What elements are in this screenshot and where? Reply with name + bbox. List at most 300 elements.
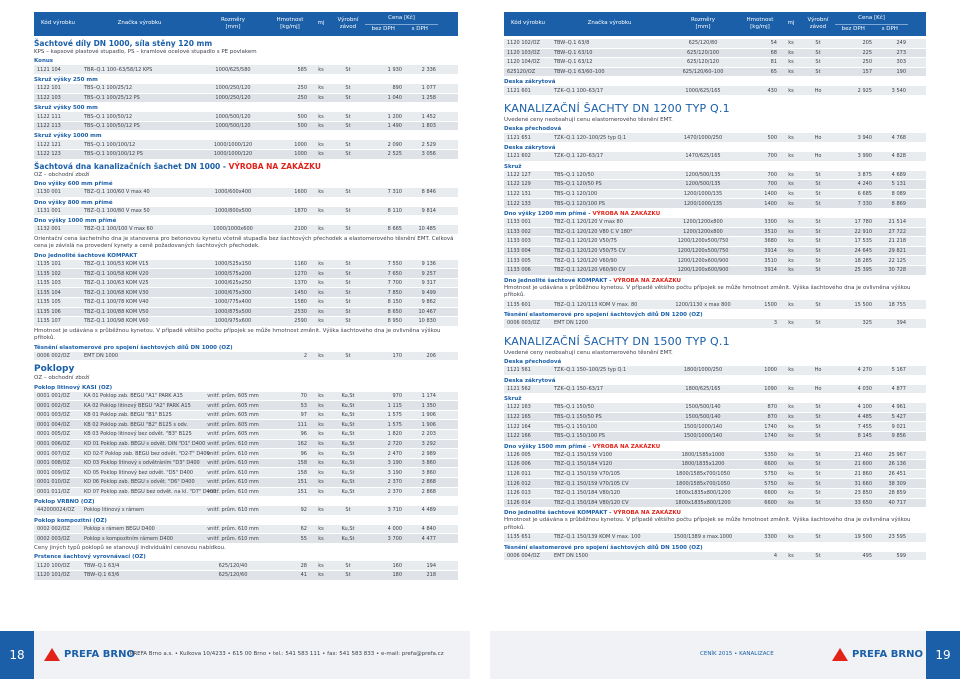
table-cell: 1000/625/580 [215, 66, 251, 73]
table-cell: TBZ–Q.1 100/98 KOM V60 [84, 318, 149, 325]
table-cell: TZK–Q.1 150–100/25 typ Q.1 [554, 367, 627, 374]
table-cell: 54 [770, 40, 777, 47]
table-cell: 1740 [764, 423, 777, 430]
table-cell: ks [788, 499, 794, 506]
table-cell: ks [318, 207, 324, 214]
table-cell: vnitř. prům. 610 mm [207, 460, 259, 467]
table-cell: 0001 010/OZ [37, 479, 70, 486]
table-cell: ks [788, 59, 794, 66]
table-block [34, 385, 458, 498]
table-cell: 1200/1200x500/750 [677, 238, 729, 245]
table-row [34, 317, 458, 327]
table-cell: 0001 002/OZ [37, 402, 70, 409]
table-cell: ks [788, 238, 794, 245]
block-label: Skruž výšky 1000 mm [34, 133, 102, 140]
table-cell: TBZ–Q.1 120/120 V max 80 [554, 219, 623, 226]
table-cell: KD 03 Poklop litinový s odvětráním "D3" D400 [84, 460, 200, 467]
table-cell: 3 710 [387, 507, 402, 514]
table-cell: 41 [300, 572, 307, 579]
table-cell: 1122 103 [37, 94, 61, 101]
brand-name: PREFA BRNO [852, 649, 923, 660]
block-label: Poklop VRBNO (OZ) [34, 499, 95, 506]
table-cell: 1135 101 [37, 260, 61, 267]
table-cell: 0001 003/OZ [37, 412, 70, 419]
table-cell: 9 862 [421, 299, 436, 306]
table-row [504, 266, 926, 276]
table-cell: ks [318, 318, 324, 325]
table-cell: 1000/675x300 [214, 289, 252, 296]
table-cell: 3510 [764, 257, 777, 264]
table-cell: St [345, 572, 351, 579]
table-cell: 3 292 [421, 440, 436, 447]
table-cell: KD 01 Poklop zab. BEGU s odvět. DIN "D1" D400 [84, 440, 206, 447]
table-cell: 7 330 [857, 200, 872, 207]
table-cell: 2 [303, 352, 307, 359]
table-cell: St [815, 200, 821, 207]
table-cell: ks [318, 280, 324, 287]
table-block [504, 164, 926, 209]
table-cell: 442000024/OZ [37, 507, 75, 514]
table-cell: 1122 101 [37, 85, 61, 92]
table-cell: 3 875 [857, 171, 872, 178]
col-weight-header: Hmotnost [kg/mj] [746, 16, 774, 30]
table-cell: 4 270 [857, 367, 872, 374]
table-cell: vnitř. prům. 605 mm [207, 412, 259, 419]
table-cell: St [345, 260, 351, 267]
table-cell: 625/120/60–100 [682, 69, 724, 76]
table-cell: ks [318, 392, 324, 399]
table-cell: 21 514 [888, 219, 906, 226]
table-cell: 1000/250/120 [215, 85, 251, 92]
table-row [504, 552, 926, 562]
footer-address: PREFA Brno a.s. • Kulkova 10/4233 • 615 00 Brno • tel.: 541 583 111 • fax: 541 583 833 • e-mail: prefa@prefa.cz [130, 651, 444, 657]
table-cell: 1000/775x400 [214, 299, 252, 306]
table-cell: 28 [300, 562, 307, 569]
table-cell: 0001 006/OZ [37, 440, 70, 447]
table-cell: ks [788, 153, 794, 160]
table-cell: St [345, 270, 351, 277]
table-cell: 325 [862, 320, 872, 327]
table-cell: ks [318, 479, 324, 486]
table-cell: 1 906 [421, 412, 436, 419]
table-cell: 273 [896, 49, 906, 56]
table-cell: KD 07 Poklop zab. BEGU bez odvět. na kl. "D7" D400 [84, 488, 217, 495]
table-cell: St [815, 451, 821, 458]
table-cell: 1126 006 [507, 461, 531, 468]
table-row [34, 140, 458, 150]
table-block [504, 396, 926, 441]
table-cell: TBZ–Q.1 100/58 KOM V20 [84, 270, 149, 277]
table-cell: 9 499 [421, 289, 436, 296]
table-cell: 68 [770, 49, 777, 56]
block-label: Deska zákrytová [504, 79, 556, 86]
table-row [504, 403, 926, 413]
table-cell: St [345, 226, 351, 233]
footer-catalog: CENÍK 2015 • KANALIZACE [700, 651, 774, 657]
table-cell: ks [318, 572, 324, 579]
table-row [504, 247, 926, 257]
table-cell: 1200/1200x800 [683, 219, 723, 226]
table-cell: St [345, 289, 351, 296]
dn1500-kompakt-title-text: Dno jednolité šachtové KOMPAKT - [504, 510, 612, 517]
table-cell: 1000/800x500 [214, 207, 252, 214]
table-cell: 1130 001 [37, 189, 61, 196]
table-cell: 1000/250/120 [215, 94, 251, 101]
table-cell: 18 755 [888, 301, 906, 308]
table-row [34, 411, 458, 421]
table-cell: KD 02-T Poklop zab. BEGU bez odvět. "D2-T" D400 [84, 450, 210, 457]
table-cell: 1 115 [387, 402, 402, 409]
table-cell: ks [318, 535, 324, 542]
table-cell: 97 [300, 412, 307, 419]
table-cell: 1133 005 [507, 257, 531, 264]
table-cell: 1121 602 [507, 153, 531, 160]
col-dim-header: Rozměry [mm] [690, 16, 716, 30]
table-row [34, 94, 458, 104]
table-cell: St [815, 471, 821, 478]
table-cell: TBS–Q.1 150/100 PS [554, 433, 605, 440]
table-cell: 2 525 [387, 151, 402, 158]
table-cell: 206 [426, 352, 436, 359]
table-block [34, 518, 458, 544]
table-cell: 40 717 [888, 499, 906, 506]
table-block [34, 58, 458, 75]
table-cell: 25 967 [888, 451, 906, 458]
table-cell: ks [788, 552, 794, 559]
table-cell: 2 090 [387, 141, 402, 148]
table-header [34, 12, 458, 36]
table-cell: 2 868 [421, 479, 436, 486]
block-label: Deska přechodová [504, 126, 562, 133]
dna-title-text: Šachtová dna kanalizačních šachet DN 1000 - [34, 161, 227, 171]
table-cell: Ho [814, 385, 822, 392]
table-cell: St [815, 69, 821, 76]
table-cell: 625120/OZ [507, 69, 536, 76]
table-cell: 70 [300, 392, 307, 399]
table-cell: ks [318, 460, 324, 467]
dn1200-note: Uvedené ceny neobsahují cenu elastomerového těsnění EMT. [504, 116, 673, 123]
table-row [504, 451, 926, 461]
table-cell: Poklop litinový s rámem [84, 507, 144, 514]
block-label: Těsnění elastomerové pro spojení šachtových dílů DN 1500 (OZ) [504, 544, 703, 551]
table-cell: 21 460 [854, 451, 872, 458]
table-cell: St [345, 562, 351, 569]
table-cell: 1122 165 [507, 414, 531, 421]
table-cell: St [815, 238, 821, 245]
table-cell: ks [318, 450, 324, 457]
col-price-header [365, 12, 438, 36]
table-cell: 1122 113 [37, 123, 61, 130]
table-cell: TBZ–Q.1 100/68 KOM V30 [84, 289, 149, 296]
table-cell: 7 700 [387, 280, 402, 287]
table-cell: 22 125 [888, 257, 906, 264]
block-label: Skruž [504, 163, 522, 170]
table-row [34, 260, 458, 270]
table-cell: TBZ–Q.1 100/100 V max 60 [84, 226, 153, 233]
col-name-header: Značka výrobku [587, 20, 632, 27]
table-cell: 21 600 [854, 461, 872, 468]
table-cell: ks [318, 526, 324, 533]
price-vat-header: s DPH [411, 25, 428, 32]
table-cell: ks [318, 151, 324, 158]
dna-title-highlight: VÝROBA NA ZAKÁZKU [228, 161, 321, 171]
table-cell: 1400 [764, 191, 777, 198]
table-block [34, 554, 458, 580]
table-cell: 1200/1000/135 [683, 200, 723, 207]
table-cell: 1000/500/120 [215, 123, 251, 130]
table-cell: 3510 [764, 228, 777, 235]
table-row [504, 68, 926, 78]
table-row [34, 84, 458, 94]
table-row [34, 225, 458, 235]
table-cell: TBS–Q.1 120/50 PS [554, 181, 602, 188]
table-cell: ks [318, 469, 324, 476]
table-cell: ks [788, 49, 794, 56]
table-cell: 4 000 [387, 526, 402, 533]
table-cell: St [345, 318, 351, 325]
dn1500-kompakt-title [504, 510, 926, 516]
table-cell: TBW–Q.1 63/10 [554, 49, 593, 56]
table-cell: ks [318, 431, 324, 438]
table-row [504, 133, 926, 143]
table-cell: TBZ–Q.1 150/184 V120 [554, 461, 613, 468]
table-cell: 1120 101/OZ [37, 572, 70, 579]
table-cell: 6600 [764, 499, 777, 506]
table-cell: 65 [770, 69, 777, 76]
table-cell: 10 485 [418, 226, 436, 233]
dn1200-dno-title-text: Dno výšky 1200 mm přímé - [504, 210, 591, 217]
table-cell: 0006 004/OZ [507, 552, 540, 559]
table-cell: 1450 [294, 289, 307, 296]
table-cell: 625/120/40 [218, 562, 248, 569]
dn1200-kompakt-title-text: Dno jednolité šachtové KOMPAKT - [504, 277, 612, 284]
table-row [504, 499, 926, 509]
table-cell: 1120 100/OZ [37, 562, 70, 569]
table-cell: 31 660 [854, 480, 872, 487]
block-label: Dno jednolité šachtové KOMPAKT [34, 252, 138, 259]
table-cell: 4 689 [891, 171, 906, 178]
table-cell: TBZ–Q.1 100/60 V max 40 [84, 189, 150, 196]
table-cell: 2 470 [387, 450, 402, 457]
table-row [504, 86, 926, 96]
table-cell: TBS–Q.1 100/50/12 PS [84, 123, 140, 130]
table-row [504, 180, 926, 190]
col-unit-header: mj [317, 20, 325, 27]
table-cell: 1135 107 [37, 318, 61, 325]
price-novat-header: bez DPH [841, 25, 865, 32]
table-cell: Ku,St [341, 402, 355, 409]
table-cell: 1500/1000/140 [683, 433, 723, 440]
table-cell: 4 100 [857, 404, 872, 411]
table-cell: ks [318, 412, 324, 419]
block-label: Skruž výšky 500 mm [34, 105, 98, 112]
table-row [34, 65, 458, 75]
table-cell: St [815, 480, 821, 487]
table-cell: St [345, 141, 351, 148]
table-cell: 1 350 [421, 402, 436, 409]
col-unit-header: mj [787, 20, 795, 27]
table-cell: 0001 011/OZ [37, 488, 70, 495]
table-cell: ks [788, 414, 794, 421]
table-cell: 1800/1835x1200 [681, 461, 725, 468]
table-cell: ks [318, 488, 324, 495]
table-cell: ks [318, 260, 324, 267]
table-row [504, 366, 926, 376]
table-cell: St [815, 552, 821, 559]
table-block [504, 145, 926, 162]
table-cell: TBZ–Q.1 150/159 V70/105 [554, 471, 621, 478]
table-cell: 17 780 [854, 219, 872, 226]
table-cell: ks [788, 40, 794, 47]
table-cell: 3300 [764, 219, 777, 226]
dn1200-title: KANALIZAČNÍ ŠACHTY DN 1200 TYP Q.1 [504, 101, 730, 115]
table-cell: 10 830 [418, 318, 436, 325]
table-block [504, 378, 926, 395]
table-cell: TZK–Q.1 120–63/17 [554, 153, 604, 160]
table-cell: 1122 111 [37, 113, 61, 120]
table-cell: 2 720 [387, 440, 402, 447]
table-cell: 500 [297, 113, 307, 120]
table-cell: 1131 001 [37, 207, 61, 214]
table-cell: ks [318, 66, 324, 73]
table-row [34, 488, 458, 498]
col-weight-header: Hmotnost [kg/mj] [276, 16, 304, 30]
table-cell: 7 455 [857, 423, 872, 430]
table-cell: St [815, 228, 821, 235]
table-cell: 81 [770, 59, 777, 66]
table-cell: 3 860 [421, 469, 436, 476]
table-row [504, 460, 926, 470]
table-cell: 2 925 [857, 87, 872, 94]
table-cell: ks [788, 461, 794, 468]
block-label: Poklop kompozitní (OZ) [34, 517, 107, 524]
table-cell: TBS–Q.1 120/100 [554, 191, 598, 198]
table-cell: Ku,St [341, 469, 355, 476]
table-cell: 8 650 [387, 308, 402, 315]
col-price-header [835, 12, 908, 36]
table-cell: 30 728 [888, 267, 906, 274]
table-cell: 1370 [294, 280, 307, 287]
table-cell: 1740 [764, 433, 777, 440]
table-cell: 157 [862, 69, 872, 76]
table-cell: 870 [767, 404, 777, 411]
table-row [504, 413, 926, 423]
table-cell: 10 467 [418, 308, 436, 315]
table-cell: 1 040 [387, 94, 402, 101]
table-cell: 0001 007/OZ [37, 450, 70, 457]
dn1200-kompakt-title [504, 278, 926, 284]
table-cell: Ku,St [341, 488, 355, 495]
table-cell: 1122 121 [37, 141, 61, 148]
table-cell: 1121 562 [507, 385, 531, 392]
table-cell: 4 485 [857, 414, 872, 421]
table-row [34, 449, 458, 459]
table-row [504, 237, 926, 247]
table-cell: vnitř. prům. 610 mm [207, 469, 259, 476]
table-cell: ks [788, 451, 794, 458]
table-cell: Ku,St [341, 479, 355, 486]
table-cell: ks [788, 301, 794, 308]
table-cell: 8 110 [387, 207, 402, 214]
table-cell: ks [788, 423, 794, 430]
table-row [504, 152, 926, 162]
table-cell: 1500/500/140 [685, 404, 721, 411]
table-cell: 9 021 [891, 423, 906, 430]
table-cell: 7 850 [387, 289, 402, 296]
table-cell: 19 500 [854, 534, 872, 541]
table-block [504, 451, 926, 509]
table-row [34, 112, 458, 122]
table-row [34, 468, 458, 478]
table-cell: ks [318, 440, 324, 447]
table-block [34, 345, 458, 362]
table-cell: 3914 [764, 267, 777, 274]
poklopy-title: Poklopy [34, 364, 75, 375]
table-cell: 218 [426, 572, 436, 579]
table-row [34, 288, 458, 298]
table-cell: TBZ–Q.1 100/88 KOM V50 [84, 308, 149, 315]
page-number-left: 18 [0, 631, 34, 679]
table-cell: 9 317 [421, 280, 436, 287]
table-cell: St [815, 191, 821, 198]
table-cell: TZK–Q.1 100–63/17 [554, 87, 604, 94]
table-cell: St [345, 189, 351, 196]
table-cell: 625/120/60 [218, 572, 248, 579]
table-cell: Ku,St [341, 526, 355, 533]
table-cell: TBS–Q.1 120/100 PS [554, 200, 605, 207]
table-cell: 24 645 [854, 248, 872, 255]
block-label: Poklop litinový KASI (OZ) [34, 384, 113, 391]
table-row [34, 122, 458, 132]
table-cell: 3 540 [891, 87, 906, 94]
table-cell: 249 [896, 40, 906, 47]
table-cell: 9 814 [421, 207, 436, 214]
table-row [504, 228, 926, 238]
table-cell: 2 868 [421, 488, 436, 495]
table-cell: TBW–Q.1 63/8 [554, 40, 590, 47]
col-code-header: Kód výrobku [41, 20, 75, 27]
table-cell: vnitř. prům. 605 mm [207, 392, 259, 399]
table-cell: 1200/1000/135 [683, 191, 723, 198]
table-cell: vnitř. prům. 605 mm [207, 402, 259, 409]
table-block [504, 300, 926, 310]
table-row [34, 525, 458, 535]
table-cell: ks [318, 123, 324, 130]
table-cell: vnitř. prům. 610 mm [207, 440, 259, 447]
table-cell: 1133 001 [507, 219, 531, 226]
table-row [34, 392, 458, 402]
table-cell: 625/120/120 [687, 59, 719, 66]
table-cell: 3 700 [387, 535, 402, 542]
table-cell: St [815, 59, 821, 66]
table-header [504, 12, 926, 36]
table-cell: 0001 005/OZ [37, 431, 70, 438]
table-cell: 1 575 [387, 421, 402, 428]
table-cell: 1132 001 [37, 226, 61, 233]
table-cell: 250 [297, 85, 307, 92]
table-cell: ks [788, 228, 794, 235]
table-cell: St [345, 352, 351, 359]
table-block [504, 533, 926, 543]
col-name-header: Značka výrobku [117, 20, 162, 27]
table-cell: St [815, 404, 821, 411]
table-cell: 26 451 [888, 471, 906, 478]
table-cell: 1122 127 [507, 171, 531, 178]
table-cell: 1 906 [421, 421, 436, 428]
table-block [34, 253, 458, 327]
table-row [34, 534, 458, 544]
table-cell: 29 821 [888, 248, 906, 255]
